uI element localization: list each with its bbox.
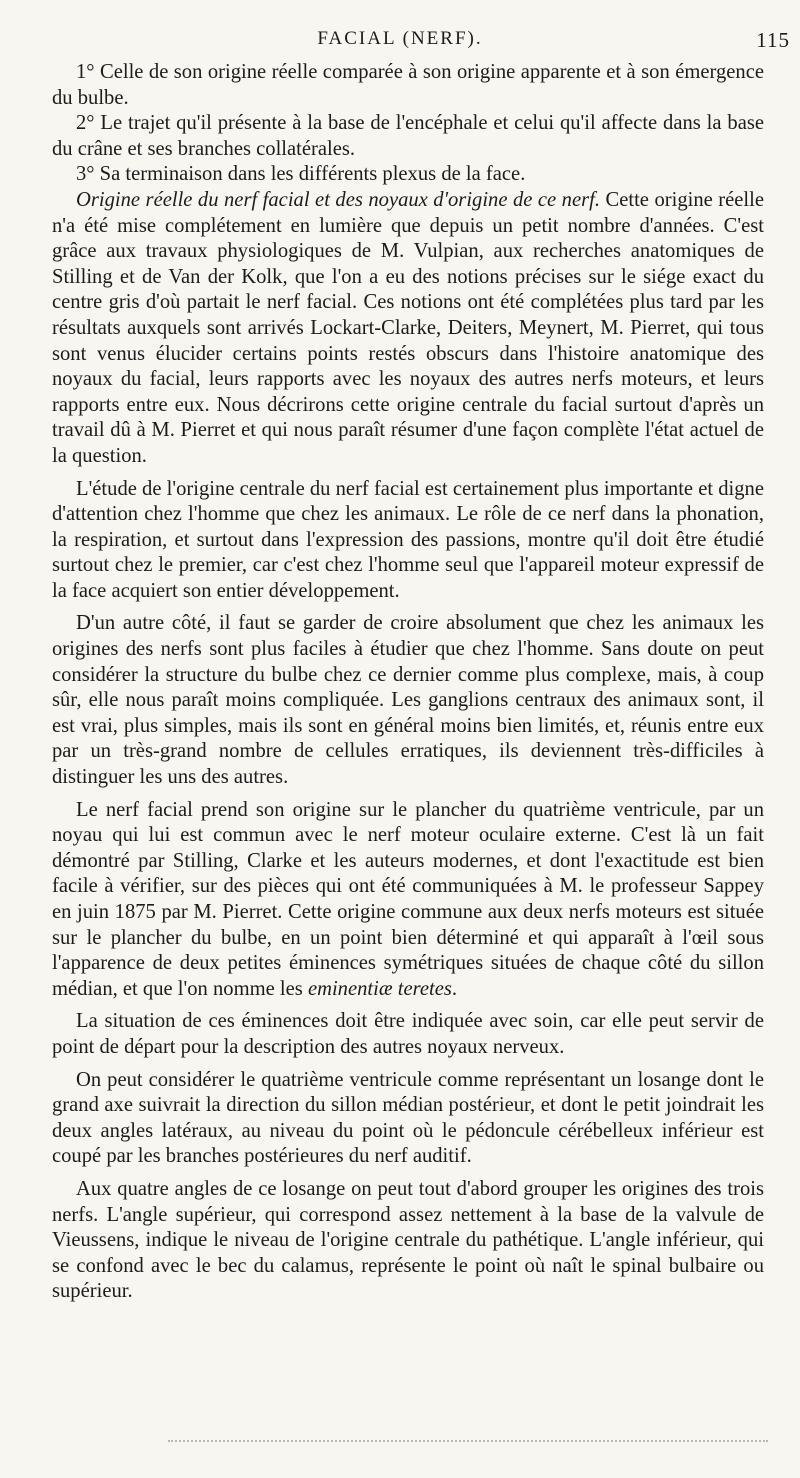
running-title: FACIAL (NERF).: [317, 28, 483, 49]
paragraph-7: [52, 798, 764, 1003]
paragraph-text: Aux quatre angles de ce losange on peut tout d'abord grouper les origines des trois nerfs. L'angle supérieur, qui correspond assez nettement à la base de la valvule de Vieussens, indique le niveau de l'origine centrale du pathétique. L'angle inférieur, qui se confond avec le bec du calamus, représente le point où naît le spinal bulbaire ou supérieur.: [52, 1177, 764, 1303]
latin-term: eminentiæ teretes: [307, 977, 452, 1000]
page-number: 115: [756, 28, 790, 52]
paragraph-text: 3° Sa terminaison dans les différents plexus de la face.: [76, 163, 526, 186]
paragraph-text: La situation de ces éminences doit être indiquée avec soin, car elle peut servir de point de départ pour la description des autres noyaux nerveux.: [52, 1010, 764, 1058]
paragraph-6: [52, 611, 764, 790]
paragraph-3: [52, 162, 764, 188]
body-text: [52, 60, 764, 1312]
paragraph-2: [52, 111, 764, 162]
paragraph-5: [52, 477, 764, 605]
paragraph-text: 1° Celle de son origine réelle comparée à son origine apparente et à son émergence du bulbe.: [52, 61, 764, 109]
paragraph-text: 2° Le trajet qu'il présente à la base de l'encéphale et celui qu'il affecte dans la base du crâne et ses branches collatérales.: [52, 112, 764, 160]
paragraph-text: D'un autre côté, il faut se garder de croire absolument que chez les animaux les origines des nerfs sont plus faciles à étudier que chez l'homme. Sans doute on peut considérer la structure du bulbe chez ce dernier comme plus complexe, mais, à coup sûr, elle nous paraît moins compliquée. Les ganglions centraux des animaux sont, il est vrai, plus simples, mais ils sont en général moins bien limités, et, réunis entre eux par un très-grand nombre de cellules erratiques, ils deviennent très-difficiles à distinguer les uns des autres.: [52, 612, 764, 789]
paragraph-tail: .: [451, 977, 458, 1000]
running-head: [0, 28, 800, 58]
paragraph-10: [52, 1177, 764, 1305]
paragraph-9: [52, 1068, 764, 1170]
paragraph-text: Le nerf facial prend son origine sur le plancher du quatrième ventricule, par un noyau qui lui est commun avec le nerf moteur oculaire externe. C'est là un fait démontré par Stilling, Clarke et les auteurs modernes, et dont l'exactitude est bien facile à vérifier, sur des pièces qui ont été communiquées à M. le professeur Sappey en juin 1875 par M. Pierret. Cette origine commune aux deux nerfs moteurs est située sur le plancher du bulbe, en un point bien déterminé et qui apparaît à l'œil sous l'apparence de deux petites éminences symétriques situées de chaque côté du sillon médian, et que l'on nomme les: [52, 798, 764, 1000]
paragraph-text: L'étude de l'origine centrale du nerf facial est certainement plus importante et digne d'attention chez l'homme que chez les animaux. Le rôle de ce nerf dans la phonation, la respiration, et surtout dans l'expression des passions, montre qu'il doit être étudié surtout chez le premier, car c'est chez l'homme seul que l'appareil moteur expressif de la face acquiert son entier développement.: [52, 477, 764, 602]
paragraph-text: On peut considérer le quatrième ventricule comme représentant un losange dont le grand axe suivrait la direction du sillon médian postérieur, et dont le petit joindrait les deux angles latéraux, au niveau du point où le pédoncule cérébelleux inférieur est coupé par les branches postérieures du nerf auditif.: [52, 1068, 764, 1168]
section-heading: Origine réelle du nerf facial et des noyaux d'origine de ce nerf.: [76, 188, 600, 211]
paragraph-4: [52, 188, 764, 470]
bottom-rule: [168, 1440, 768, 1444]
paragraph-1: [52, 60, 764, 111]
paragraph-8: [52, 1009, 764, 1060]
paragraph-text: Cette origine réelle n'a été mise complétement en lumière que depuis un petit nombre d'années. C'est grâce aux travaux physiologiques de M. Vulpian, aux recherches anatomiques de Stilling et de Van der Kolk, que l'on a eu des notions précises sur le siége exact du centre gris d'où partait le nerf facial. Ces notions ont été complétées plus tard par les résultats auxquels sont arrivés Lockart-Clarke, Deiters, Meynert, M. Pierret, qui tous sont venus élucider certains points restés obscurs dans l'histoire anatomique des noyaux du facial, leurs rapports avec les noyaux des autres nerfs moteurs, et leurs rapports entre eux. Nous décrirons cette origine centrale du facial surtout d'après un travail dû à M. Pierret et qui nous paraît résumer d'une façon complète l'état actuel de la question.: [52, 188, 764, 467]
